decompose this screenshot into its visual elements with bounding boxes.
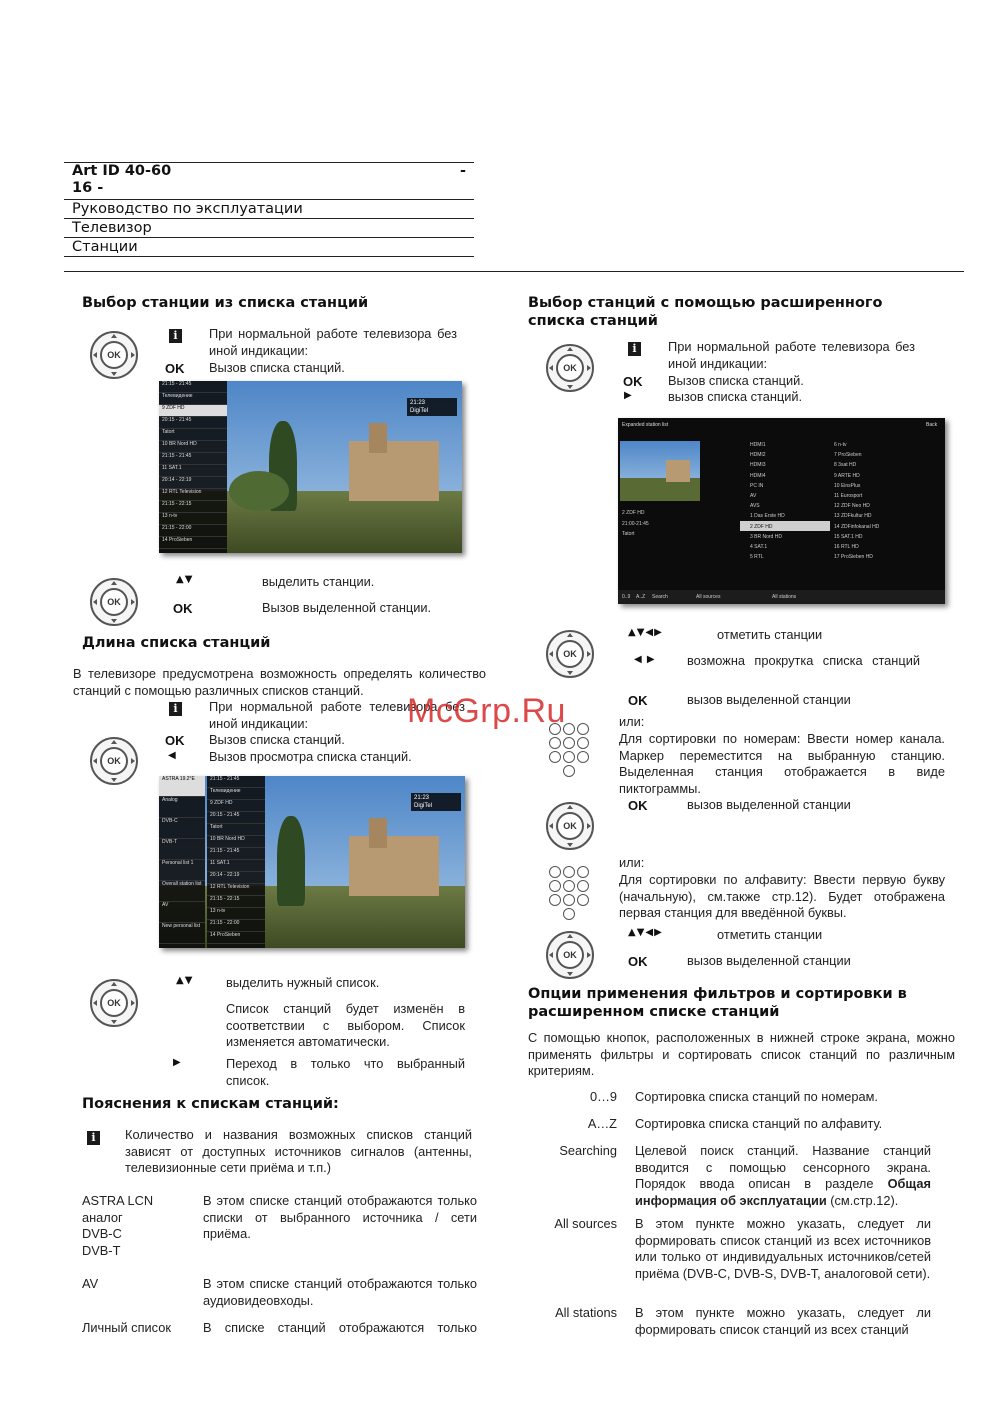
list-item: 1 Das Erste HD	[750, 513, 785, 520]
list-item: 21:15 - 22:15	[207, 896, 265, 908]
list-item: 14 ZDFinfokanal HD	[834, 523, 880, 530]
source-list-panel	[159, 776, 205, 948]
four-arrows-icon: ▲▼◀▶	[628, 627, 663, 638]
clock-overlay: 21:23 DigiTel	[407, 398, 457, 416]
note-text: Количество и названия возможных списков станций зависят от доступных источников сигналов (антенны, телевизионные сети приёма и т.п.)	[125, 1127, 472, 1176]
step-text: отметить станции	[717, 927, 823, 942]
list-item: HDMI2	[750, 452, 766, 459]
ok-key-label: OK	[623, 374, 643, 389]
list-item: 14 ProSieben	[159, 537, 227, 549]
filter-0-9-button[interactable]: 0..9	[622, 594, 631, 600]
or-text: или:	[619, 855, 645, 870]
list-item: 2 ZDF HD	[750, 523, 773, 530]
expanded-list-title: Expanded station list	[622, 422, 669, 428]
info-icon: i	[87, 1131, 100, 1145]
step-text: вызов выделенной станции	[687, 797, 851, 812]
opt-text: Сортировка списка станций по номерам.	[635, 1089, 878, 1104]
ok-remote-icon: OK	[90, 737, 138, 785]
info-icon: i	[169, 329, 182, 343]
header-manual: Руководство по эксплуатации	[64, 200, 474, 219]
list-item: Tatort	[207, 824, 265, 836]
step-text: возможна прокрутка списка станций	[687, 653, 920, 668]
clock-overlay: 21:23 DigiTel	[411, 793, 461, 811]
list-item: 10 BR Nord HD	[207, 836, 265, 848]
art-id: Art ID 40-60	[72, 163, 172, 179]
list-item: New personal list	[159, 923, 205, 944]
list-item: AVS	[750, 503, 760, 510]
section-title-filter-options: Опции применения фильтров и сортировки в расширенном списке станций	[528, 986, 907, 1020]
all-sources-button[interactable]: All sources	[696, 594, 721, 600]
step-text: Вызов просмотра списка станций.	[209, 749, 412, 764]
filter-a-z-button[interactable]: A..Z	[636, 594, 646, 600]
ok-remote-icon: OK	[90, 331, 138, 379]
list-item: Телевидение	[207, 788, 265, 800]
list-item: 21:15 - 22:00	[207, 920, 265, 932]
list-item: ASTRA 19.2°E	[159, 776, 205, 797]
info-icon: i	[628, 342, 641, 356]
header-dash: -	[459, 163, 466, 179]
ok-remote-icon: OK	[546, 802, 594, 850]
right-arrow-icon: ▶	[173, 1057, 182, 1068]
list-item: HDMI3	[750, 462, 766, 469]
info-block: 2 ZDF HD 21:00-21:45 Tatort	[622, 510, 649, 537]
ok-key-label: OK	[173, 601, 193, 616]
def-term: AV	[82, 1276, 99, 1291]
step-detail-text: Список станций будет изменён в соответствии с выбором. Список изменяется автоматически.	[226, 1001, 465, 1050]
list-item: HDMI4	[750, 472, 766, 479]
opt-term: All sources	[554, 1216, 617, 1231]
list-item: 21:15 - 21:45	[159, 381, 227, 393]
or-text: или:	[619, 714, 645, 729]
opt-text: Целевой поиск станций. Название станций вводится с помощью сенсорного экрана. Порядок ввода описан в разделе Общая информация об эксплуатации (см.стр.12).	[635, 1143, 931, 1209]
list-item: 20:15 - 21:45	[207, 812, 265, 824]
list-item: 9 ZDF HD	[207, 800, 265, 812]
list-item: Personal list 1	[159, 860, 205, 881]
ok-action-text: Вызов списка станций.	[668, 373, 804, 388]
list-item: AV	[750, 493, 757, 500]
watermark: McGrp.Ru	[407, 692, 566, 730]
search-button[interactable]: Search	[652, 594, 668, 600]
note-text: При нормальной работе телевизора без иной индикации:	[668, 339, 915, 371]
header-rule	[64, 271, 964, 272]
note-text: При нормальной работе телевизора без иной индикации:	[209, 699, 465, 731]
ok-key-label: OK	[628, 693, 648, 708]
list-item: 20:15 - 21:45	[159, 417, 227, 429]
list-item: 13 n-tv	[159, 513, 227, 525]
page-number: 16 -	[72, 180, 104, 196]
list-item: 20:14 - 22:19	[207, 872, 265, 884]
tv-screenshot-list-sources	[159, 776, 465, 948]
ok-remote-icon: OK	[546, 931, 594, 979]
step-text: Переход в только что выбранный список.	[226, 1056, 465, 1088]
step-text: Вызов выделенной станции.	[262, 600, 432, 615]
list-item: 7 ProSieben	[834, 452, 862, 459]
list-item: Tatort	[159, 429, 227, 441]
list-item: 10 BR Nord HD	[159, 441, 227, 453]
list-item: Телевидение	[159, 393, 227, 405]
list-item: Analog	[159, 797, 205, 818]
station-list-panel	[159, 381, 227, 553]
list-item: 12 RTL Television	[207, 884, 265, 896]
list-item: 10 EinsPlus	[834, 482, 861, 489]
list-item: 5 RTL	[750, 554, 764, 561]
step-text: вызов списка станций.	[668, 389, 803, 404]
ok-remote-icon: OK	[546, 630, 594, 678]
list-item: 8 3sat HD	[834, 462, 857, 469]
def-text: В списке станций отображаются только	[203, 1320, 477, 1335]
opt-term: A…Z	[587, 1116, 617, 1131]
tv-screenshot-station-list	[159, 381, 462, 553]
ok-action-text: Вызов списка станций.	[209, 732, 345, 747]
list-item: 4 SAT.1	[750, 544, 768, 551]
header-product: Телевизор	[64, 219, 474, 238]
list-item: DVB-T	[159, 839, 205, 860]
list-item: 21:15 - 21:45	[207, 776, 265, 788]
list-item: 9 ARTE HD	[834, 472, 860, 479]
list-item: 11 Eurosport	[834, 493, 863, 500]
four-arrows-icon: ▲▼◀▶	[628, 927, 663, 938]
up-down-arrows-icon: ▲▼	[176, 975, 194, 986]
number-keypad-icon	[549, 723, 591, 783]
ok-key-label: OK	[628, 798, 648, 813]
opt-term: Searching	[559, 1143, 617, 1158]
list-item: 14 ProSieben	[207, 932, 265, 944]
left-right-arrows-icon: ◀ ▶	[634, 654, 656, 665]
def-terms: ASTRA LCN аналог DVB-C DVB-T	[82, 1193, 154, 1259]
step-text: вызов выделенной станции	[687, 692, 851, 707]
station-list-panel	[207, 776, 265, 948]
list-item: HDMI1	[750, 442, 766, 448]
def-text: В этом списке станций отображаются только аудиовидеовходы.	[203, 1276, 477, 1308]
list-item: 13 n-tv	[207, 908, 265, 920]
header-table	[64, 162, 474, 257]
def-text: В этом списке станций отображаются только списки от выбранного источника / сети приёма.	[203, 1193, 477, 1242]
step-text: вызов выделенной станции	[687, 953, 851, 968]
ok-key-label: OK	[628, 954, 648, 969]
list-item: 12 RTL Television	[159, 489, 227, 501]
intro-text: В телевизоре предусмотрена возможность определять количество станций с помощью различных списков станций.	[73, 666, 486, 698]
list-item: 12 ZDF Neo HD	[834, 503, 870, 510]
list-item: 16 RTL HD	[834, 544, 859, 551]
ok-action-text: Вызов списка станций.	[209, 360, 345, 375]
def-term: Личный список	[82, 1320, 171, 1335]
station-column-1	[750, 440, 830, 562]
note-text: При нормальной работе телевизора без иной индикации:	[209, 326, 457, 358]
info-icon: i	[169, 702, 182, 716]
header-section: Станции	[64, 238, 474, 257]
opt-term: All stations	[555, 1305, 617, 1320]
ok-remote-icon: OK	[546, 344, 594, 392]
step-text: отметить станции	[717, 627, 823, 642]
section-title-expanded-list: Выбор станций с помощью расширенного списка станций	[528, 295, 883, 329]
list-item: 21:15 - 22:15	[159, 501, 227, 513]
opt-text: В этом пункте можно указать, следует ли формировать список станций из всех станций	[635, 1305, 931, 1337]
section-title-explanations: Пояснения к спискам станций:	[82, 1096, 339, 1112]
list-item: 9 ZDF HD	[159, 405, 227, 417]
right-arrow-icon: ▶	[624, 390, 633, 401]
step-text: выделить станции.	[262, 574, 375, 589]
ok-remote-icon: OK	[90, 578, 138, 626]
back-button[interactable]: Back	[926, 422, 938, 428]
list-item: 20:14 - 22:19	[159, 477, 227, 489]
all-stations-button[interactable]: All stations	[772, 594, 797, 600]
section-title-list-length: Длина списка станций	[82, 635, 271, 651]
list-item: 21:15 - 21:45	[159, 453, 227, 465]
ok-key-label: OK	[165, 361, 185, 376]
ok-key-label: OK	[165, 733, 185, 748]
list-item: 13 ZDFkultur HD	[834, 513, 872, 520]
list-item: 11 SAT.1	[159, 465, 227, 477]
header-art-id-row	[64, 162, 474, 200]
list-item: 21:15 - 21:45	[207, 848, 265, 860]
list-item: Overall station list	[159, 881, 205, 902]
tv-screenshot-expanded-list	[618, 418, 945, 604]
station-column-2	[834, 440, 924, 562]
number-keypad-icon	[549, 866, 591, 926]
section-title-select-station: Выбор станции из списка станций	[82, 295, 369, 311]
list-item: PC IN	[750, 482, 764, 489]
opt-text: Сортировка списка станций по алфавиту.	[635, 1116, 883, 1131]
intro-text: С помощью кнопок, расположенных в нижней строке экрана, можно применять фильтры и сортировать список станций по различным критериям.	[528, 1030, 955, 1079]
list-item: 3 BR Nord HD	[750, 533, 782, 540]
list-item: 6 n-tv	[834, 442, 847, 448]
list-item: DVB-C	[159, 818, 205, 839]
ok-remote-icon: OK	[90, 979, 138, 1027]
opt-text: В этом пункте можно указать, следует ли формировать список станций из всех источников или только от индивидуальных источников/сетей приёма (DVB-C, DVB-S, DVB-T, аналоговой сети).	[635, 1216, 931, 1282]
list-item: 17 ProSieben HD	[834, 554, 873, 561]
list-item: 21:15 - 22:00	[159, 525, 227, 537]
num-sort-text: Для сортировки по номерам: Ввести номер канала. Маркер переместится на выбранную станцию. Выделенная станция отображается в виде пиктограммы.	[619, 731, 945, 797]
opt-term: 0…9	[589, 1089, 617, 1104]
left-arrow-icon: ◀	[168, 750, 177, 761]
step-text: выделить нужный список.	[226, 975, 380, 990]
list-item: 15 SAT.1 HD	[834, 533, 863, 540]
list-item: AV	[159, 902, 205, 923]
alpha-sort-text: Для сортировки по алфавиту: Ввести первую букву (начальную), см.также стр.12). Будет отображена первая станция для введённой буквы.	[619, 872, 945, 921]
up-down-arrows-icon: ▲▼	[176, 574, 194, 585]
list-item: 11 SAT.1	[207, 860, 265, 872]
